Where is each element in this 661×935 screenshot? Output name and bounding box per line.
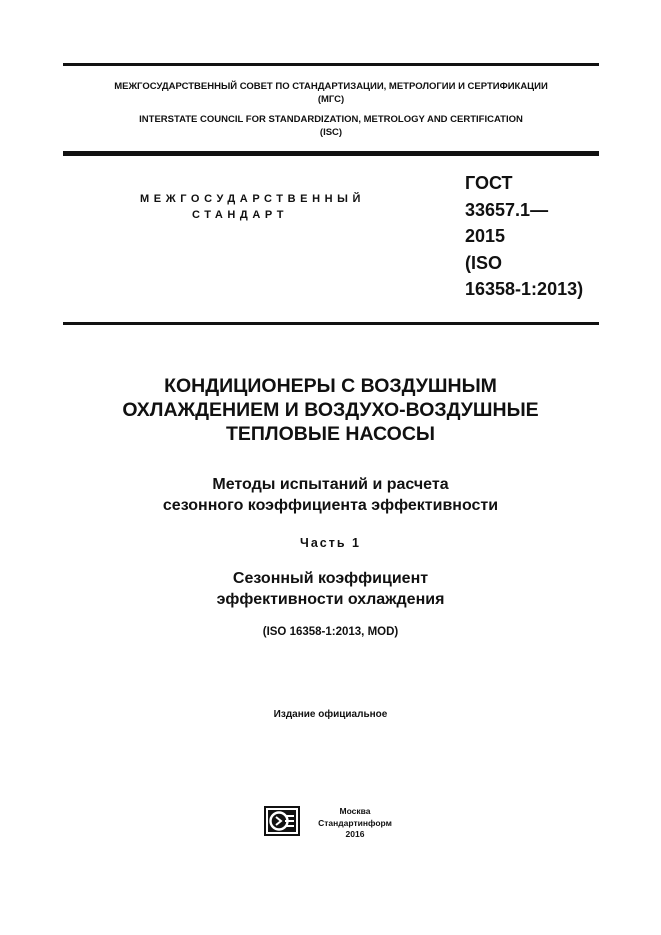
standartinform-logo-icon [264, 806, 300, 836]
part-name-line1: Сезонный коэффициент [232, 570, 429, 587]
council-ru-name: МЕЖГОСУДАРСТВЕННЫЙ СОВЕТ ПО СТАНДАРТИЗАЦИИ, МЕТРОЛОГИИ И СЕРТИФИКАЦИИ [114, 81, 548, 92]
gost-code-line4: (ISO [465, 252, 503, 273]
gost-code-line3: 2015 [465, 226, 506, 246]
publisher [309, 806, 401, 841]
gost-code-line1: ГОСТ [465, 173, 513, 193]
document-title [0, 374, 661, 446]
council-ru [63, 80, 599, 106]
publisher-city: Москва [339, 806, 371, 816]
code-rule [63, 322, 599, 325]
standard-type-line1: МЕЖГОСУДАРСТВЕННЫЙ [140, 193, 366, 205]
part-label: Часть 1 [300, 536, 361, 550]
title-line2: ОХЛАЖДЕНИЕМ И ВОЗДУХО-ВОЗДУШНЫЕ [122, 399, 539, 421]
header-rule [63, 151, 599, 156]
edition-label: Издание официальное [273, 709, 388, 720]
iso-reference: (ISO 16358-1:2013, MOD) [262, 626, 399, 638]
subtitle-line2: сезонного коэффициента эффективности [162, 497, 499, 514]
top-rule [63, 63, 599, 66]
council-en-abbr: (ISC) [319, 127, 343, 138]
gost-code [465, 170, 605, 303]
publisher-name: Стандартинформ [318, 817, 392, 828]
council-ru-abbr: (МГС) [317, 94, 345, 105]
gost-code-line2: 33657.1— [465, 199, 549, 220]
document-subtitle [0, 474, 661, 516]
title-line1: КОНДИЦИОНЕРЫ С ВОЗДУШНЫМ [164, 375, 497, 397]
part-name [0, 568, 661, 610]
subtitle-line1: Методы испытаний и расчета [212, 476, 449, 493]
standard-type-line2: СТАНДАРТ [191, 209, 289, 221]
council-en [63, 113, 599, 139]
standard-type [140, 191, 366, 223]
part-name-line2: эффективности охлаждения [216, 591, 445, 608]
publisher-year: 2016 [345, 829, 365, 839]
council-en-name: INTERSTATE COUNCIL FOR STANDARDIZATION, METROLOGY AND CERTIFICATION [139, 114, 523, 125]
gost-code-line5: 16358-1:2013) [465, 279, 584, 299]
title-line3: ТЕПЛОВЫЕ НАСОСЫ [226, 423, 435, 445]
